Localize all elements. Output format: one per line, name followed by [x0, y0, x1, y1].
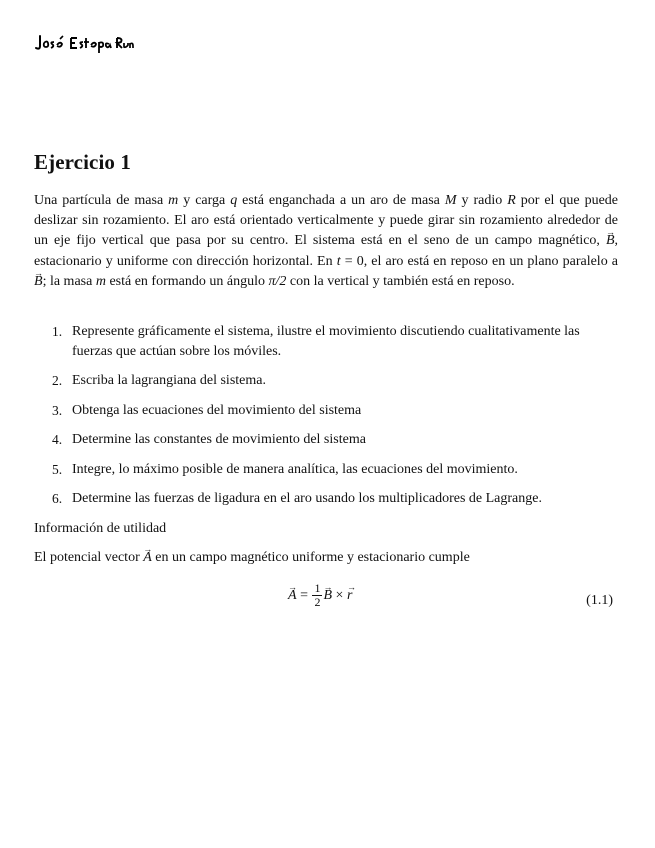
info-text-part: El potencial vector [34, 550, 144, 565]
list-number: 2. [52, 373, 63, 389]
vector-A: → A [143, 548, 152, 568]
list-item-text: Escriba la lagrangiana del sistema. [72, 373, 266, 389]
var-m: m [95, 273, 106, 289]
list-number: 6. [52, 490, 63, 506]
section-title: Ejercicio 1 [34, 150, 131, 174]
vector-B: → B [606, 231, 615, 251]
list-item [34, 322, 618, 362]
list-item-text: Represente gráficamente el sistema, ilustre el movimiento discutiendo cualitativamente las fuerzas que actúan sobre los móviles. [72, 324, 580, 359]
equals-sign: = [300, 587, 308, 603]
intro-text: con la vertical y también está en reposo. [286, 273, 515, 289]
info-text-part: en un campo magnético uniforme y estacionario cumple [151, 550, 470, 565]
author-signature [34, 28, 134, 56]
var-R: R [507, 193, 516, 208]
list-item [34, 401, 618, 421]
task-list [34, 322, 618, 518]
list-item [34, 489, 618, 509]
equation-1-1 [288, 582, 352, 622]
vector-B: → B [34, 272, 43, 292]
var-m: m [168, 193, 179, 208]
intro-text: = 0, el aro está en reposo en un plano paralelo a [340, 253, 619, 269]
intro-text: está enganchada a un aro de masa [237, 193, 445, 208]
intro-text: y carga [178, 193, 231, 208]
problem-statement [34, 191, 618, 292]
signature-handwriting [34, 28, 134, 56]
info-heading: Información de utilidad [34, 521, 167, 536]
cross-product-sign: × [335, 587, 344, 603]
list-number: 5. [52, 461, 63, 477]
list-number: 4. [52, 432, 63, 448]
list-item [34, 430, 618, 450]
vector-r: → r [347, 586, 352, 606]
list-item [34, 460, 618, 480]
var-t: t [336, 253, 341, 269]
intro-text: Una partícula de masa [34, 193, 169, 208]
list-item-text: Determine las fuerzas de ligadura en el aro usando los multiplicadores de Lagrange. [72, 490, 542, 506]
list-item-text: Obtenga las ecuaciones del movimiento del sistema [72, 402, 362, 418]
intro-text: y radio [456, 193, 508, 208]
var-q: q [230, 193, 238, 208]
intro-text: por el que puede deslizar sin rozamiento. El aro está orientado verticalmente y puede girar sin rozamiento alrededor de un eje fijo vertical que pasa por su centro. El sistema está en el seno de un campo magnético, [34, 193, 619, 249]
intro-text: está en formando un ángulo [105, 273, 269, 289]
var-M: M [444, 193, 457, 208]
fraction-one-half [312, 582, 322, 609]
vector-B: → B [323, 586, 332, 606]
intro-text: ; la masa [42, 273, 96, 289]
fraction-denominator: 2 [314, 595, 321, 609]
equation-number: (1.1) [586, 593, 613, 608]
list-item [34, 371, 618, 391]
list-number: 3. [52, 402, 63, 418]
fraction-numerator: 1 [314, 581, 321, 595]
intro-text: , estacionario y uniforme con dirección horizontal. En [34, 233, 618, 269]
list-number: 1. [52, 324, 63, 339]
info-text [34, 548, 618, 568]
list-item-text: Integre, lo máximo posible de manera analítica, las ecuaciones del movimiento. [72, 461, 518, 477]
vector-A: → A [288, 586, 297, 606]
angle-pi-half: π/2 [268, 273, 287, 289]
list-item-text: Determine las constantes de movimiento del sistema [72, 432, 366, 448]
